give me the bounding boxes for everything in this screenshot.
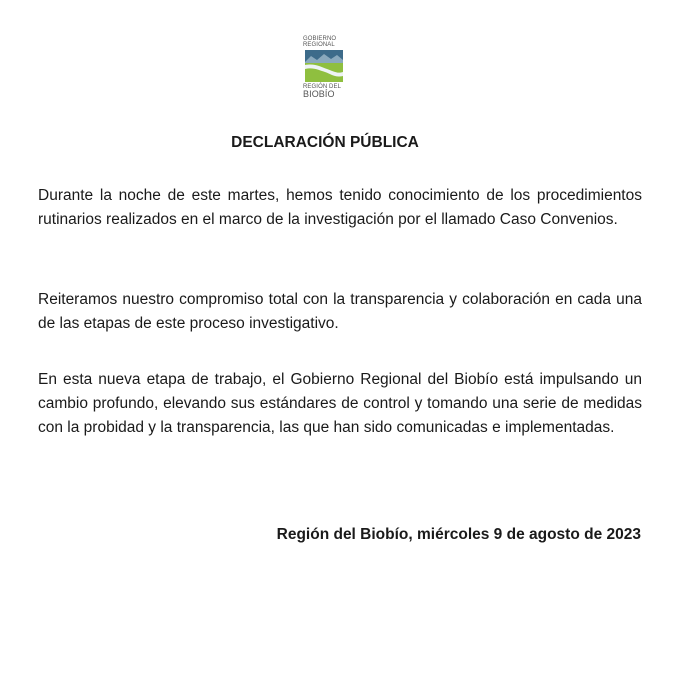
document-title: DECLARACIÓN PÚBLICA (231, 134, 419, 151)
logo-text-biobio: BIOBÍO (303, 89, 335, 99)
gobierno-regional-logo (303, 36, 347, 106)
paragraph-3: En esta nueva etapa de trabajo, el Gobierno Regional del Biobío está impulsando un cambio profundo, elevando sus estándares de control y tomando una serie de medidas con la probidad y la transparencia, las que han sido comunicadas e implementadas. (38, 371, 642, 436)
logo-text-regional: REGIONAL (303, 42, 335, 48)
paragraph-1: Durante la noche de este martes, hemos tenido conocimiento de los procedimientos rutinarios realizados en el marco de la investigación por el llamado Caso Convenios. (38, 187, 642, 228)
logo-text-gobierno: GOBIERNO (303, 36, 337, 42)
river-landscape-icon (305, 50, 343, 82)
logo-text-region-del: REGIÓN DEL (303, 84, 342, 90)
paragraph-2: Reiteramos nuestro compromiso total con la transparencia y colaboración en cada una de las etapas de este proceso investigativo. (38, 291, 642, 332)
signature-line: Región del Biobío, miércoles 9 de agosto de 2023 (276, 526, 641, 543)
